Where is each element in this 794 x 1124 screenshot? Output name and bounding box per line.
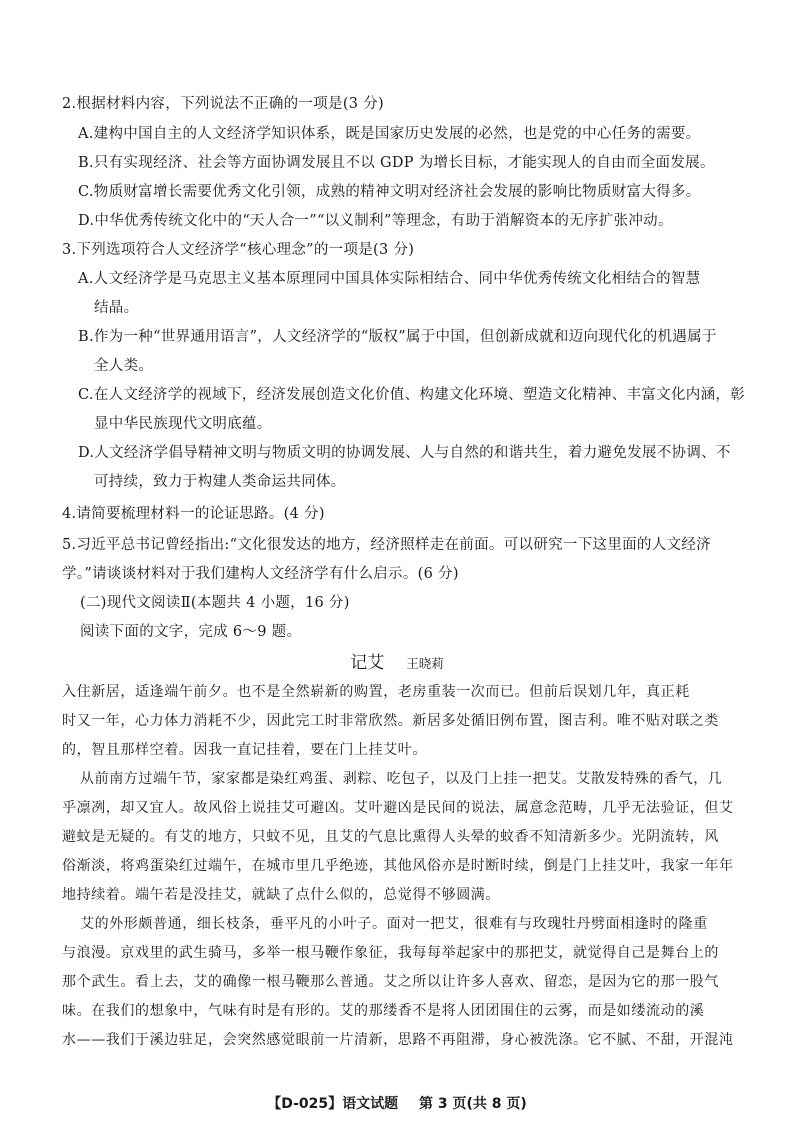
article-line: 时又一年，心力体力消耗不少，因此完工时非常欣然。新居多处循旧例布置，图吉利。唯不贴对联之类 — [62, 713, 719, 729]
question-3-option-c: C.在人文经济学的视域下，经济发展创造文化价值、构建文化环境、塑造文化精神、丰富文化内涵，彰 — [78, 387, 745, 403]
article-line: 水——我们于溪边驻足，会突然感觉眼前一片清新，思路不再阻滞，身心被洗涤。它不腻、不甜，开混沌 — [62, 1032, 734, 1048]
article-line: 俗渐淡，将鸡蛋染红过端午，在城市里几乎绝迹，其他风俗亦是时断时续，倒是门上挂艾叶，我家一年年 — [62, 858, 734, 874]
question-2-option-c: C.物质财富增长需要优秀文化引领，成熟的精神文明对经济社会发展的影响比物质财富大得多。 — [78, 184, 701, 200]
question-3-option-b-cont: 全人类。 — [94, 358, 154, 374]
question-5-cont: 学。”请谈谈材料对于我们建构人文经济学有什么启示。(6 分) — [62, 566, 459, 582]
question-2-stem: 2.根据材料内容，下列说法不正确的一项是(3 分) — [62, 96, 384, 112]
article-line: 从前南方过端午节，家家都是染红鸡蛋、剥粽、吃包子，以及门上挂一把艾。艾散发特殊的香气，几 — [80, 771, 723, 787]
article-line: 味。在我们的想象中，气味有时是有形的。艾的那缕香不是将人团团围住的云雾，而是如缕流动的溪 — [62, 1003, 705, 1019]
article-author: 王晓莉 — [406, 656, 444, 671]
article-title-row — [0, 652, 794, 675]
question-3-option-a: A.人文经济学是马克思主义基本原理同中国具体实际相结合、同中华优秀传统文化相结合的智慧 — [78, 271, 701, 287]
article-line: 地持续着。端午若是没挂艾，就缺了点什么似的，总觉得不够圆满。 — [62, 887, 500, 903]
question-3-option-b: B.作为一种“世界通用语言”，人文经济学的“版权”属于中国，但创新成就和迈向现代化的机遇属于 — [78, 329, 717, 345]
question-2-option-d: D.中华优秀传统文化中的“天人合一”“以义制利”等理念，有助于消解资本的无序扩张冲动。 — [78, 213, 673, 229]
question-3-stem: 3.下列选项符合人文经济学“核心理念”的一项是(3 分) — [62, 242, 415, 258]
question-4: 4.请简要梳理材料一的论证思路。(4 分) — [62, 506, 325, 522]
question-2-option-b: B.只有实现经济、社会等方面协调发展且不以 GDP 为增长目标，才能实现人的自由而全面发展。 — [78, 155, 715, 171]
question-5: 5.习近平总书记曾经指出:“文化很发达的地方，经济照样走在前面。可以研究一下这里面的人文经济 — [62, 537, 711, 553]
article-line: 入住新居，适逢端午前夕。也不是全然崭新的购置，老房重装一次而已。但前后误划几年，真正耗 — [62, 684, 690, 700]
section-instruction: 阅读下面的文字，完成 6～9 题。 — [80, 624, 302, 640]
page-number: 第 3 页(共 8 页) — [419, 1096, 527, 1112]
article-line: 避蚊是无疑的。有艾的地方，只蚊不见，且艾的气息比熏得人头晕的蚊香不知清新多少。光阴流转，风 — [62, 829, 719, 845]
question-3-option-a-cont: 结晶。 — [94, 300, 139, 316]
page-footer — [0, 1093, 794, 1113]
article-title: 记艾 — [350, 653, 385, 673]
article-line: 乎凛冽，却又宜人。故风俗上说挂艾可避凶。艾叶避凶是民间的说法，属意念范畴，几乎无法验证，但艾 — [62, 800, 734, 816]
article-line: 与浪漫。京戏里的武生骑马，多举一根马鞭作象征，我每每举起家中的那把艾，就觉得自己是舞台上的 — [62, 945, 719, 961]
article-line: 艾的外形颇普通，细长枝条，垂平凡的小叶子。面对一把艾，很难有与玫瑰牡丹劈面相逢时的隆重 — [80, 916, 708, 932]
question-3-option-d-cont: 可持续，致力于构建人类命运共同体。 — [94, 474, 346, 490]
article-line: 那个武生。看上去，艾的确像一根马鞭那么普通。艾之所以让许多人喜欢、留恋，是因为它的那一股气 — [62, 974, 719, 990]
exam-code: 【D-025】语文试题 — [267, 1096, 399, 1112]
question-2-option-a: A.建构中国自主的人文经济学知识体系，既是国家历史发展的必然，也是党的中心任务的需要。 — [78, 126, 701, 142]
question-3-option-c-cont: 显中华民族现代文明底蕴。 — [94, 416, 272, 432]
section-heading: (二)现代文阅读Ⅱ(本题共 4 小题，16 分) — [80, 595, 350, 611]
article-line: 的，智且那样空着。因我一直记挂着，要在门上挂艾叶。 — [62, 742, 427, 758]
question-3-option-d: D.人文经济学倡导精神文明与物质文明的协调发展、人与自然的和谐共生，着力避免发展不协调、不 — [78, 445, 731, 461]
